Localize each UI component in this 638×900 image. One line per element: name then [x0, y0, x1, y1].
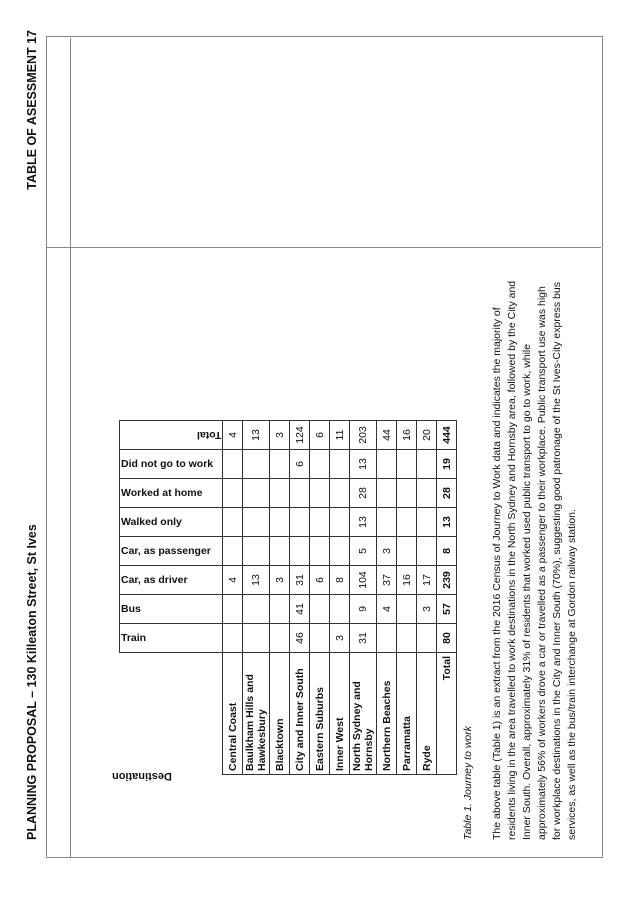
table-cell: [243, 450, 270, 479]
column-header-label: Worked at home: [121, 487, 203, 499]
table-cell: [417, 450, 437, 479]
table-cell: 31: [290, 566, 310, 595]
table-cell: [310, 624, 330, 653]
row-label: Blacktown: [270, 653, 290, 775]
table-cell: [223, 537, 243, 566]
header-divider: [70, 38, 71, 858]
table-row: [377, 421, 397, 775]
table-cell: [223, 479, 243, 508]
table-cell: 4: [223, 566, 243, 595]
table-cell: 28: [350, 479, 377, 508]
table-cell: 6: [290, 450, 310, 479]
column-header-label: Walked only: [121, 516, 182, 528]
column-header-label: Total: [196, 429, 221, 441]
table-cell: [270, 479, 290, 508]
table-cell: 4: [377, 595, 397, 624]
column-header: [120, 479, 223, 508]
table-cell: [223, 450, 243, 479]
column-header-label: Bus: [121, 603, 141, 615]
table-cell: [397, 537, 417, 566]
row-label: Total: [437, 653, 457, 775]
row-label: Parramatta: [397, 653, 417, 775]
table-cell: [397, 624, 417, 653]
table-cell: 17: [417, 566, 437, 595]
column-divider: [46, 247, 601, 248]
table-row: [223, 421, 243, 775]
column-header: [120, 566, 223, 595]
table-cell: 444: [437, 421, 457, 450]
table-cell: 13: [243, 566, 270, 595]
row-label: Eastern Suburbs: [310, 653, 330, 775]
table-cell: 6: [310, 421, 330, 450]
table-cell: 31: [350, 624, 377, 653]
table-cell: 5: [350, 537, 377, 566]
column-header: [120, 450, 223, 479]
table-cell: [330, 508, 350, 537]
table-cell: [290, 508, 310, 537]
table-header-row: [120, 421, 223, 775]
column-header: [120, 421, 223, 450]
table-row: [310, 421, 330, 775]
table-cell: 124: [290, 421, 310, 450]
table-cell: 16: [397, 421, 417, 450]
table-cell: [397, 595, 417, 624]
row-label: Baulkham Hills and Hawkesbury: [243, 653, 270, 775]
table-cell: [397, 479, 417, 508]
table-corner: [120, 653, 223, 775]
table-cell: [397, 508, 417, 537]
document-header-title: PLANNING PROPOSAL – 130 Killeaton Street, St Ives: [25, 524, 39, 840]
table-cell: 28: [437, 479, 457, 508]
table-cell: [310, 537, 330, 566]
table-row: [417, 421, 437, 775]
table-cell: [223, 595, 243, 624]
table-cell: [310, 479, 330, 508]
table-cell: 16: [397, 566, 417, 595]
table-row: [270, 421, 290, 775]
table-cell: [377, 624, 397, 653]
table-cell: 46: [290, 624, 310, 653]
column-header-label: Train: [121, 632, 147, 644]
table-cell: 8: [330, 566, 350, 595]
table-row: [330, 421, 350, 775]
body-paragraph: The above table (Table 1) is an extract from the 2016 Census of Journey to Work data and indicates the majority of residents living in the area travelled to work destinations in the North Sydney and Hornsby area, followed by the City and Inner South. Overall, approximately 31% of residents that worked used public transport to go to work, while approximately 56% of workers drove a car or travelled as a passenger to their workplace. Public transport use was high for workplace destinations in the City and Inner South (70%), suggesting good patronage of the St Ives-City express bus services, as well as the bus/train interchange at Gordon railway station.: [491, 280, 578, 840]
table-cell: 203: [350, 421, 377, 450]
table-cell: [417, 624, 437, 653]
table-cell: [330, 537, 350, 566]
total-row: [437, 421, 457, 775]
column-header-label: Car, as passenger: [121, 545, 211, 557]
table-cell: [270, 537, 290, 566]
table-cell: 3: [377, 537, 397, 566]
table-cell: 13: [350, 450, 377, 479]
table-cell: [310, 595, 330, 624]
row-label: Northern Beaches: [377, 653, 397, 775]
table-cell: [417, 479, 437, 508]
table-cell: [330, 479, 350, 508]
table-cell: [243, 624, 270, 653]
column-header: [120, 624, 223, 653]
table-cell: [270, 450, 290, 479]
table-row: [290, 421, 310, 775]
table-cell: [417, 508, 437, 537]
table-cell: [223, 508, 243, 537]
table-cell: 4: [223, 421, 243, 450]
table-cell: 44: [377, 421, 397, 450]
table-cell: 9: [350, 595, 377, 624]
table-cell: 3: [417, 595, 437, 624]
table-cell: [243, 595, 270, 624]
table-cell: 3: [270, 421, 290, 450]
table-cell: 8: [437, 537, 457, 566]
table-cell: 13: [243, 421, 270, 450]
table-row: [397, 421, 417, 775]
table-cell: 104: [350, 566, 377, 595]
table-cell: [417, 537, 437, 566]
table-cell: [223, 624, 243, 653]
table-cell: 41: [290, 595, 310, 624]
destination-axis-label: Destination: [112, 770, 172, 782]
table-cell: [330, 595, 350, 624]
table-cell: [270, 508, 290, 537]
table-cell: [310, 450, 330, 479]
table-cell: [377, 450, 397, 479]
column-header: [120, 537, 223, 566]
table-cell: 13: [437, 508, 457, 537]
table-body: [223, 421, 457, 775]
table-cell: 37: [377, 566, 397, 595]
table-cell: 20: [417, 421, 437, 450]
table-cell: 239: [437, 566, 457, 595]
column-header: [120, 508, 223, 537]
row-label: Inner West: [330, 653, 350, 775]
table-row: [350, 421, 377, 775]
table-cell: [270, 624, 290, 653]
table-cell: [377, 508, 397, 537]
journey-to-work-table: [119, 420, 457, 775]
table-cell: 13: [350, 508, 377, 537]
table-cell: [310, 508, 330, 537]
table-cell: [243, 479, 270, 508]
table-cell: 19: [437, 450, 457, 479]
row-label: Central Coast: [223, 653, 243, 775]
table-cell: 3: [330, 624, 350, 653]
table-cell: 3: [270, 566, 290, 595]
row-label: Ryde: [417, 653, 437, 775]
column-header-label: Did not go to work: [121, 458, 214, 470]
table-cell: [290, 479, 310, 508]
table-caption: Table 1. Journey to work: [462, 725, 474, 840]
table-cell: [270, 595, 290, 624]
column-header-label: Car, as driver: [121, 574, 188, 586]
table-cell: 6: [310, 566, 330, 595]
table-cell: 80: [437, 624, 457, 653]
table-cell: [377, 479, 397, 508]
table-cell: [397, 450, 417, 479]
row-label: City and Inner South: [290, 653, 310, 775]
table-cell: [243, 508, 270, 537]
table-cell: [243, 537, 270, 566]
table-cell: 11: [330, 421, 350, 450]
row-label: North Sydney and Hornsby: [350, 653, 377, 775]
table-row: [243, 421, 270, 775]
column-header: [120, 595, 223, 624]
document-header-page: TABLE OF ASESSMENT 17: [25, 30, 39, 190]
table-cell: [330, 450, 350, 479]
table-cell: 57: [437, 595, 457, 624]
table-cell: [290, 537, 310, 566]
